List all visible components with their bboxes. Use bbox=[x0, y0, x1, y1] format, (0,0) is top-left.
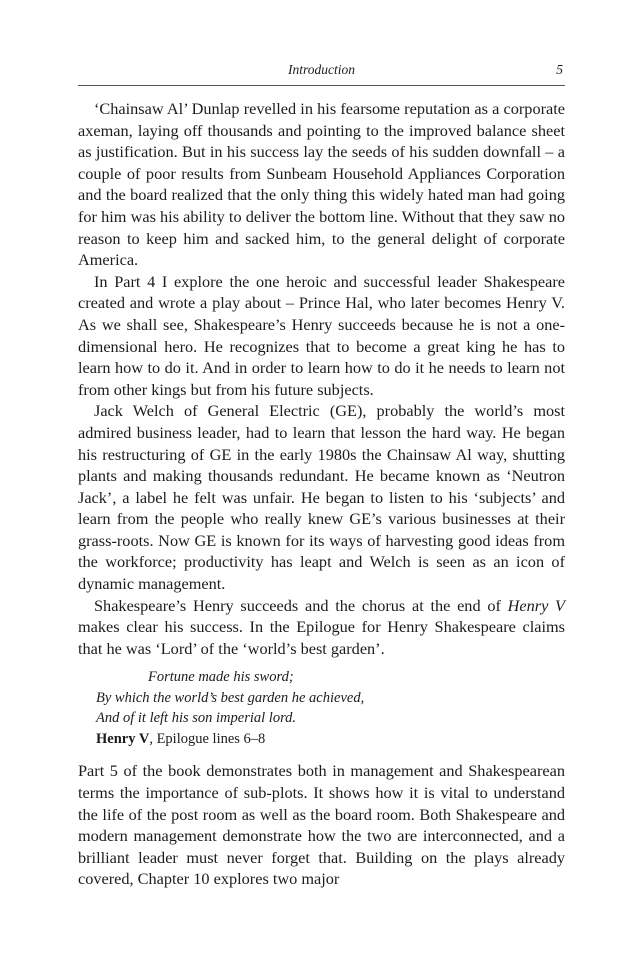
epilogue-quote bbox=[96, 667, 565, 749]
quote-source-play: Henry V bbox=[96, 730, 150, 747]
paragraph-part-4: In Part 4 I explore the one heroic and successful leader Shakespeare created and wrote a play about – Prince Hal, who later becomes Henry V. As we shall see, Shakespeare’s Henry succeeds because he is not a one-dimensional hero. He recognizes that to become a great king he has to learn how to do it. And in order to learn how to do it he needs to learn not from other kings but from his future subjects. bbox=[78, 271, 565, 399]
quote-line-2: By which the world’s best garden he achieved, bbox=[96, 689, 365, 706]
book-page bbox=[78, 0, 565, 977]
body-text bbox=[78, 98, 565, 890]
page-number: 5 bbox=[556, 62, 563, 77]
paragraph-chainsaw-al: ‘Chainsaw Al’ Dunlap revelled in his fearsome reputation as a corporate axeman, laying off thousands and pointing to the improved balance sheet as justification. But in his success lay the seeds of his sudden downfall – a couple of poor results from Sunbeam Household Appliances Corporation and the board realized that the only thing this widely hated man had going for him was his ability to deliver the bottom line. Without that they saw no reason to keep him and sacked him, to the general delight of corporate America. bbox=[78, 99, 565, 270]
paragraph-henry-text-start: Shakespeare’s Henry succeeds and the chorus at the end of bbox=[94, 595, 508, 615]
header-rule bbox=[78, 85, 565, 86]
paragraph-jack-welch: Jack Welch of General Electric (GE), probably the world’s most admired business leader, had to learn that lesson the hard way. He began his restructuring of GE in the early 1980s the Chainsaw Al way, shutting plants and making thousands redundant. He became known as ‘Neutron Jack’, a label he felt was unfair. He began to listen to his ‘subjects’ and learn from the people who really knew GE’s various businesses at their grass-roots. Now GE is known for its ways of harvesting good ideas from the workforce; productivity has leapt and Welch is seen as an icon of dynamic management. bbox=[78, 401, 565, 594]
paragraph-henry-succeeds bbox=[78, 595, 565, 660]
quote-line-3: And of it left his son imperial lord. bbox=[96, 710, 297, 727]
quote-source bbox=[96, 729, 565, 750]
quote-line-1: Fortune made his sword; bbox=[148, 669, 294, 686]
quote-source-lines: , Epilogue lines 6–8 bbox=[149, 730, 266, 747]
running-title: Introduction bbox=[288, 62, 355, 77]
paragraph-part-5: Part 5 of the book demonstrates both in management and Shakespearean terms the importance of sub-plots. It shows how it is vital to understand the life of the post room as well as the board room. Both Shakespeare and modern management demonstrate how the two are interconnected, and a brilliant leader must never forget that. Building on the plays already covered, Chapter 10 explores two major bbox=[78, 761, 565, 889]
paragraph-henry-text-end: makes clear his success. In the Epilogue for Henry Shakespeare claims that he was ‘Lord’ of the ‘world’s best garden’. bbox=[78, 617, 565, 658]
play-title-henry-v: Henry V bbox=[507, 595, 565, 615]
running-header bbox=[78, 62, 565, 82]
